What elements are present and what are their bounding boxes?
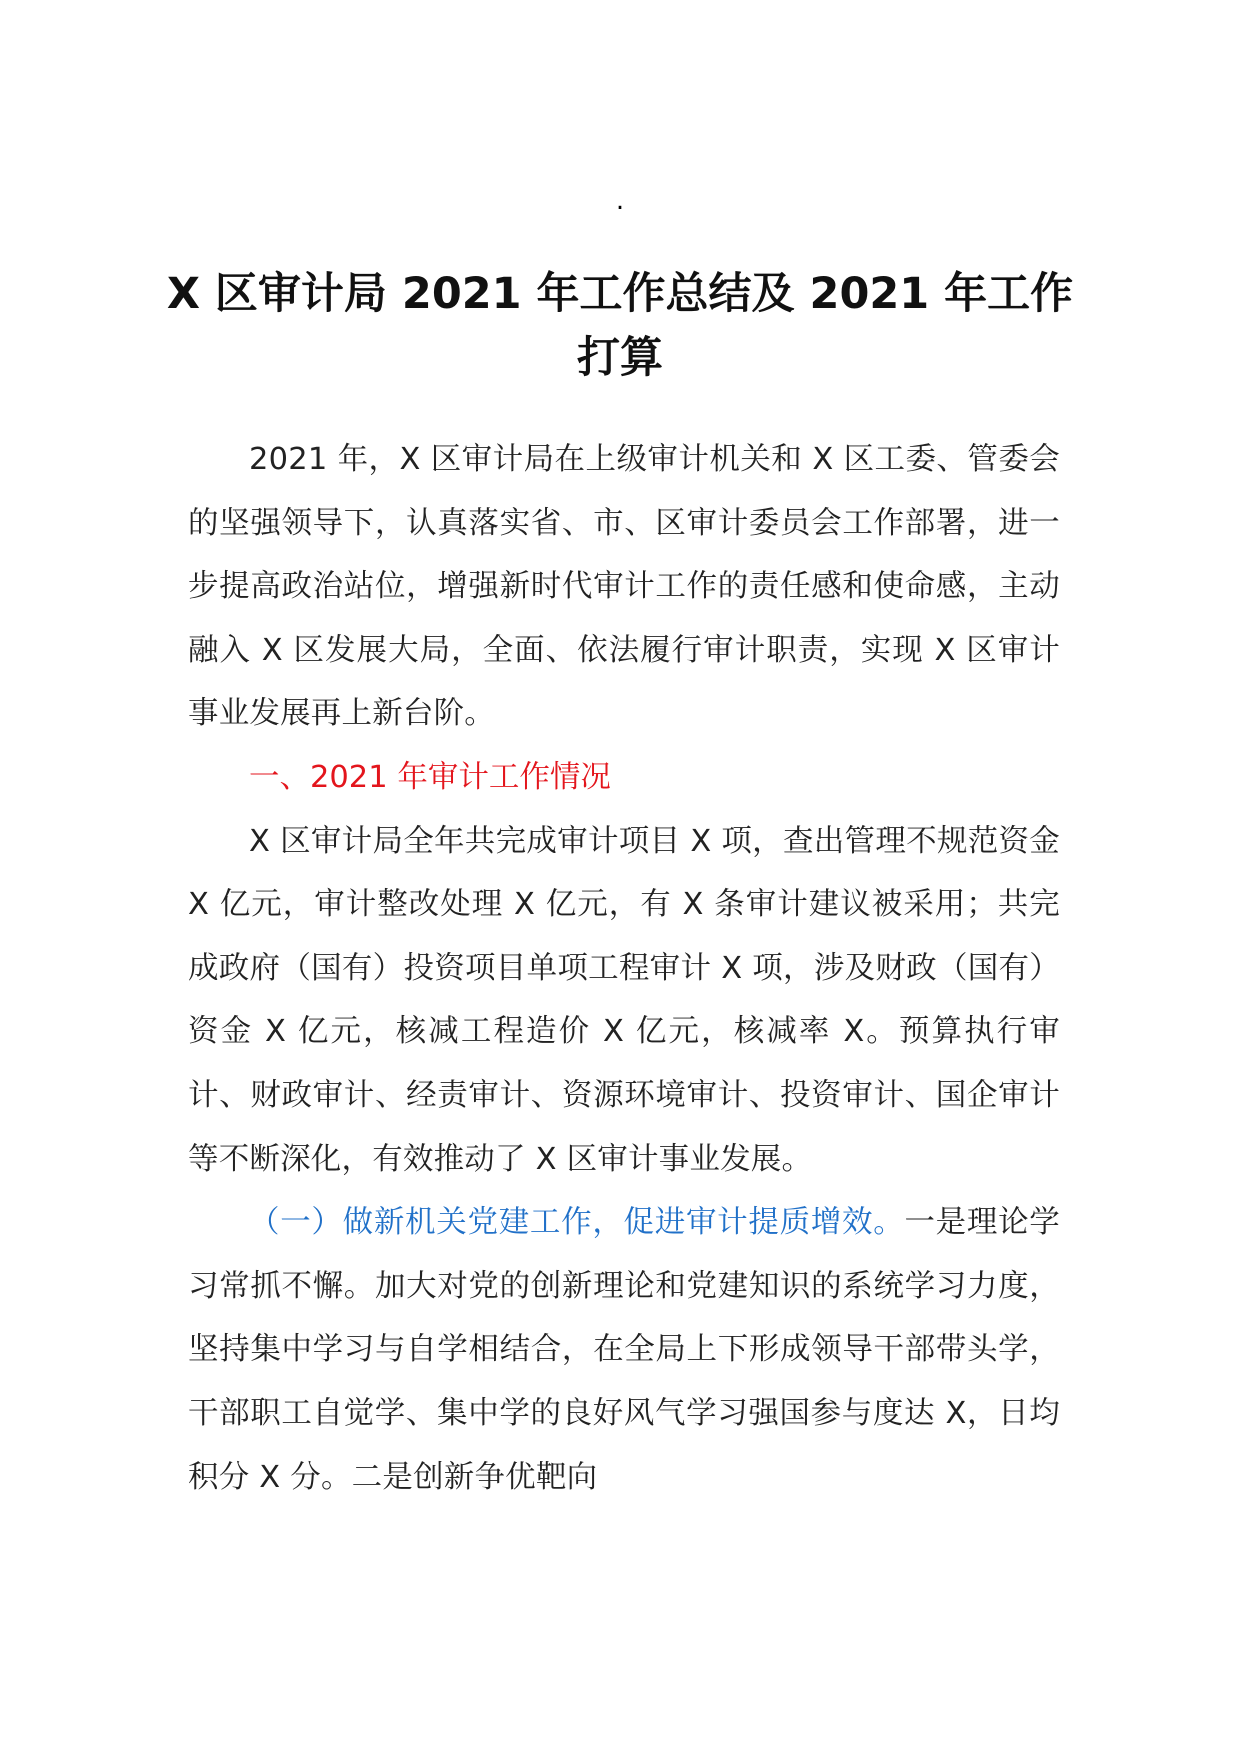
subsection-heading-1: （一）做新机关党建工作，促进审计提质增效。 <box>249 1205 905 1241</box>
party-building-text: 一是理论学习常抓不懈。加大对党的创新理论和党建知识的系统学习力度，坚持集中学习与自学相结合，在全局上下形成领导干部带头学，干部职工自觉学、集中学的良好风气学习强国参与度达 X，日均积分 X 分。二是创新争优靶向 <box>188 1205 1061 1495</box>
document-body <box>188 428 1060 1509</box>
party-building-paragraph <box>188 1191 1060 1509</box>
summary-paragraph: X 区审计局全年共完成审计项目 X 项，查出管理不规范资金 X 亿元，审计整改处理 X 亿元，有 X 条审计建议被采用；共完成政府（国有）投资项目单项工程审计 X 项，涉及财政（国有）资金 X 亿元，核减工程造价 X 亿元，核减率 X。预算执行审计、财政审计、经责审计、资源环境审计、投资审计、国企审计等不断深化，有效推动了 X 区审计事业发展。 <box>188 823 1060 1177</box>
section-heading-1: 一、2021 年审计工作情况 <box>249 759 611 795</box>
intro-paragraph: 2021 年，X 区审计局在上级审计机关和 X 区工委、管委会的坚强领导下，认真落实省、市、区审计委员会工作部署，进一步提高政治站位，增强新时代审计工作的责任感和使命感，主动融入 X 区发展大局，全面、依法履行审计职责，实现 X 区审计事业发展再上新台阶。 <box>188 442 1060 732</box>
document-title: X 区审计局 2021 年工作总结及 2021 年工作打算 <box>166 269 1074 383</box>
header-mark: . <box>615 186 625 216</box>
